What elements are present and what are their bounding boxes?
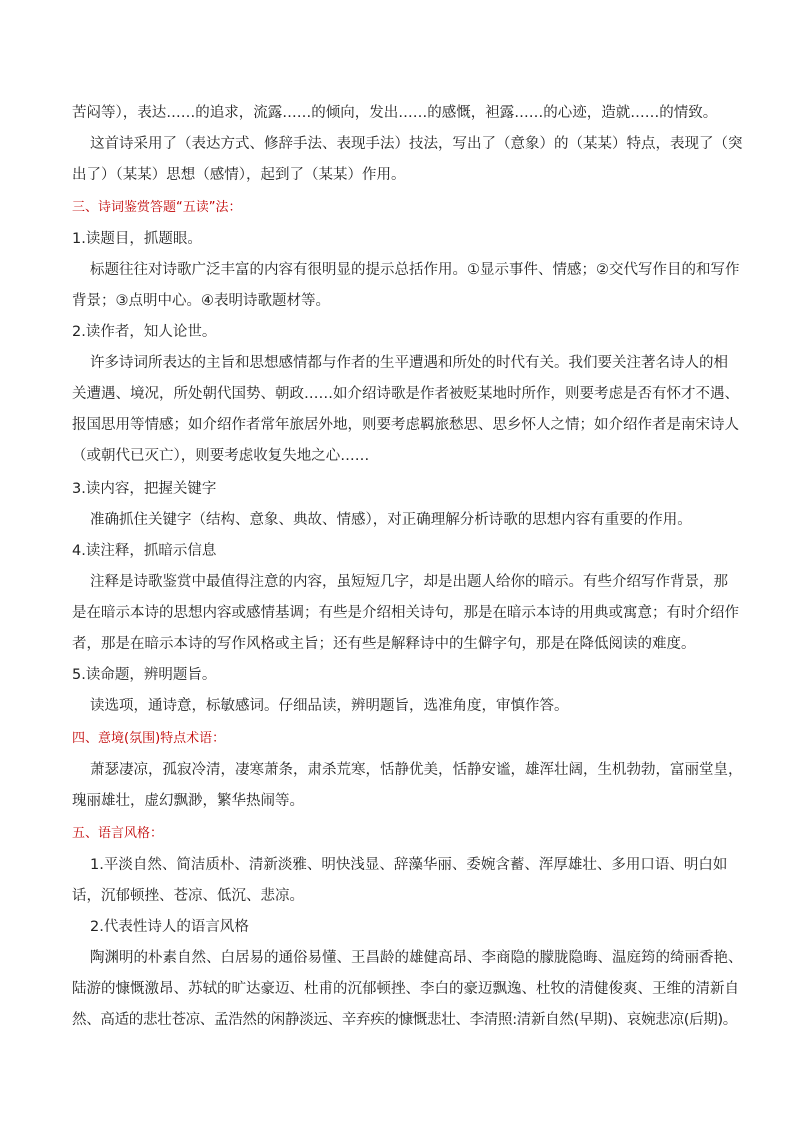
text-line: 话，沉郁顿挫、苍凉、低沉、悲凉。: [72, 888, 304, 904]
subheading: 3.读内容，把握关键字: [72, 481, 217, 497]
text-line: 出了）（某某）思想（感情），起到了（某某）作用。: [72, 167, 406, 183]
subheading: 2.代表性诗人的语言风格: [90, 919, 249, 935]
text-line: （或朝代已灭亡），则要考虑收复失地之心……: [72, 448, 370, 464]
text-line: 标题往往对诗歌广泛丰富的内容有很明显的提示总括作用。①显示事件、情感；②交代写作目的和写作: [90, 262, 740, 278]
text-line: 陆游的慷慨激昂、苏轼的旷达豪迈、杜甫的沉郁顿挫、李白的豪迈飘逸、杜牧的清健俊爽、王维的清新自: [72, 981, 739, 997]
text-line: 注释是诗歌鉴赏中最值得注意的内容，虽短短几字，却是出题人给你的暗示。有些介绍写作背景，那: [90, 574, 728, 590]
text-line: 背景；③点明中心。④表明诗歌题材等。: [72, 293, 330, 309]
text-line: 读选项，通诗意，标敏感词。仔细品读，辨明题旨，选准角度，审慎作答。: [90, 698, 569, 714]
text-line: 报国思用等情感；如介绍作者常年旅居外地，则要考虑羁旅愁思、思乡怀人之情；如介绍作者是南宋诗人: [72, 417, 739, 433]
subheading: 1.读题目，抓题眼。: [72, 231, 202, 247]
subheading: 2.读作者，知人论世。: [72, 324, 217, 340]
text-line: 这首诗采用了（表达方式、修辞手法、表现手法）技法，写出了（意象）的（某某）特点，表现了（突: [90, 136, 743, 152]
subheading: 5.读命题，辨明题旨。: [72, 667, 217, 683]
text-line: 1.平淡自然、简洁质朴、清新淡雅、明快浅显、辞藻华丽、委婉含蓄、浑厚雄壮、多用口语、明白如: [90, 857, 728, 873]
text-line: 萧瑟凄凉，孤寂冷清，凄寒萧条，肃杀荒寒，恬静优美，恬静安谧，雄浑壮阔，生机勃勃，富丽堂皇，: [90, 762, 743, 778]
subheading: 4.读注释，抓暗示信息: [72, 543, 217, 559]
text-line: 苦闷等），表达……的追求，流露……的倾向，发出……的感慨，袒露……的心迹，造就……的情致。: [72, 105, 718, 121]
text-line: 然、高适的悲壮苍凉、孟浩然的闲静淡远、辛弃疾的慷慨悲壮、李清照:清新自然(早期)、哀婉悲凉(后期)。: [72, 1012, 738, 1028]
text-line: 陶渊明的朴素自然、白居易的通俗易懂、王昌龄的雄健高昂、李商隐的朦胧隐晦、温庭筠的绮丽香艳、: [90, 950, 743, 966]
section-heading: 五、语言风格：: [72, 826, 164, 841]
text-line: 是在暗示本诗的思想内容或感情基调；有些是介绍相关诗句，那是在暗示本诗的用典或寓意；有时介绍作: [72, 605, 739, 621]
section-heading: 四、意境(氛围)特点术语：: [72, 731, 226, 746]
text-line: 者，那是在暗示本诗的写作风格或主旨；还有些是解释诗中的生僻字句，那是在降低阅读的难度。: [72, 636, 696, 652]
text-line: 许多诗词所表达的主旨和思想感情都与作者的生平遭遇和所处的时代有关。我们要关注著名诗人的相: [90, 355, 728, 371]
text-line: 准确抓住关键字（结构、意象、典故、情感），对正确理解分析诗歌的思想内容有重要的作用。: [90, 512, 692, 528]
text-line: 瑰丽雄壮，虚幻飘渺，繁华热闹等。: [72, 793, 304, 809]
section-heading: 三、诗词鉴赏答题“五读”法：: [72, 200, 242, 215]
text-line: 关遭遇、境况，所处朝代国势、朝政……如介绍诗歌是作者被贬某地时所作，则要考虑是否有怀才不遇、: [72, 386, 739, 402]
